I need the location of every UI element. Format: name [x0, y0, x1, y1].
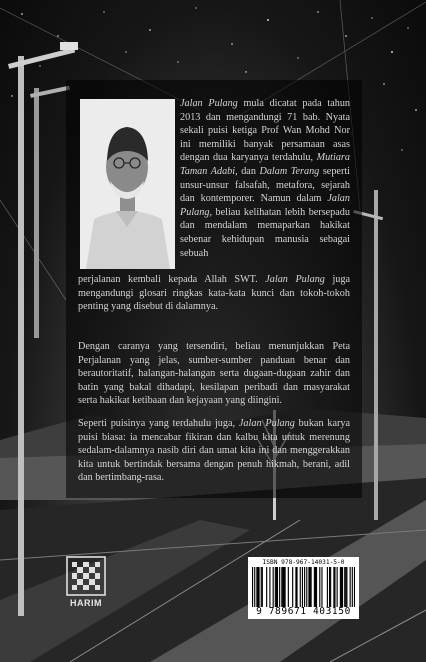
blurb-paragraph-2: Dengan caranya yang tersendiri, beliau menunjukkan Peta Perjalanan yang jelas, sumber-sumber panduan benar dan berautoritatif, halangan-halangan serta dugaan-dugaan zahir dan batin yang bakal dihadapi, kesilapan peribadi dan masyarakat serta hakikat ketibaan dan kejayaan yang diingini.	[78, 341, 350, 407]
road	[0, 478, 426, 662]
barcode-bar	[277, 567, 278, 607]
barcode-bar	[314, 567, 315, 607]
blurb-text: perjalanan kembali kepada Allah SWT.	[78, 274, 266, 285]
barcode-bar	[283, 567, 284, 607]
barcode-bar	[350, 567, 351, 607]
barcode-bar	[266, 567, 267, 607]
barcode-bar	[333, 567, 334, 607]
blurb-text: , beliau kelihatan lebih bersepadu dan mendalam memaparkan hakikat sebenar kehidupan manusia sebagai sebuah	[180, 206, 350, 259]
barcode-bar	[337, 567, 338, 607]
barcode-bar	[309, 567, 310, 607]
blurb-paragraph-1	[180, 97, 350, 260]
blurb-paragraph-3	[78, 417, 350, 485]
book-title: Jalan Pulang	[265, 274, 325, 285]
barcode-bar	[346, 567, 347, 607]
publisher-logo	[66, 556, 106, 608]
blurb-text: seperti unsur-unsur falsafah, metafora, sejarah dan kontemporer. Namun dalam	[180, 165, 350, 205]
barcode-bar	[295, 567, 296, 607]
blurb-text: Seperti puisinya yang terdahulu juga,	[78, 418, 239, 429]
book-title: Jalan Pulang	[238, 418, 295, 429]
barcode-bar	[311, 567, 312, 607]
barcode-bar	[340, 567, 341, 607]
barcode-bar	[316, 567, 317, 607]
blurb-text: juga mengandungi glosari ringkas kata-kata kunci dan tokoh-tokoh penting yang disebut di dalamnya.	[78, 274, 350, 313]
blurb-paragraph-1-continued	[78, 273, 350, 314]
book-title: Jalan Pulang	[180, 98, 238, 109]
barcode-bar	[285, 567, 286, 607]
barcode-bar	[261, 567, 262, 607]
barcode-bar	[252, 567, 253, 607]
barcode-bar	[279, 567, 280, 607]
barcode-bar	[282, 567, 283, 607]
barcode-digits: 9 789671 403150	[256, 606, 351, 617]
publisher-name: HARIM	[70, 598, 102, 608]
blurb-text: mula dicatat pada tahun 2013 dan mengandungi 71 bab. Nyata sekali puisi ketiga Prof Wan Mohd Nor ini memiliki banyak persamaan asas dengan dua karyanya terdahulu,	[180, 98, 351, 164]
barcode-bar	[304, 567, 305, 607]
book-title: Dalam Terang	[259, 165, 320, 177]
barcode-bar	[269, 567, 270, 607]
barcode-bar	[344, 567, 345, 607]
author-photo-illustration	[80, 99, 175, 269]
barcode-bar	[296, 567, 297, 607]
barcode-bar	[292, 567, 293, 607]
barcode-bar	[354, 567, 355, 607]
barcode-bar	[259, 567, 260, 607]
barcode-bar	[327, 567, 328, 607]
barcode-bar	[345, 567, 346, 607]
barcode-bar	[321, 567, 322, 607]
barcode-bar	[276, 567, 277, 607]
barcode-bars	[252, 567, 355, 607]
harim-logo-mark	[66, 556, 106, 608]
barcode-bar	[329, 567, 330, 607]
book-title: Jalan Pulang	[180, 193, 350, 218]
barcode-bar	[273, 567, 274, 607]
barcode-bar	[302, 567, 303, 607]
isbn-barcode	[248, 557, 359, 619]
blurb-text: , dan	[235, 165, 260, 177]
barcode-bar	[352, 567, 353, 607]
barcode-bar	[262, 567, 263, 607]
barcode-bar	[254, 567, 255, 607]
book-title: Mutiara Taman Adabi	[180, 152, 350, 177]
barcode-bar	[341, 567, 342, 607]
barcode-bar	[342, 567, 343, 607]
isbn-label: ISBN 978-967-14031-5-0	[262, 559, 345, 566]
barcode-bar	[306, 567, 307, 607]
barcode-bar	[300, 567, 301, 607]
barcode-bar	[257, 567, 258, 607]
barcode-bar	[334, 567, 335, 607]
barcode-bar	[308, 567, 309, 607]
barcode-bar	[288, 567, 289, 607]
barcode-bar	[275, 567, 276, 607]
blurb-text: bukan karya puisi biasa: ia mencabar fikiran dan kalbu kita untuk merenung sedalam-dalamnya nasib diri dan umat kita ini dan menggerakkan kita untuk bertindak bersama dengan penuh hikmah, berani, adil dan bertimbang-rasa.	[78, 418, 350, 484]
barcode-bar	[330, 567, 331, 607]
author-portrait	[80, 99, 175, 269]
barcode-bar	[315, 567, 316, 607]
barcode-bar	[256, 567, 257, 607]
barcode-bar	[319, 567, 320, 607]
barcode-bar	[281, 567, 282, 607]
